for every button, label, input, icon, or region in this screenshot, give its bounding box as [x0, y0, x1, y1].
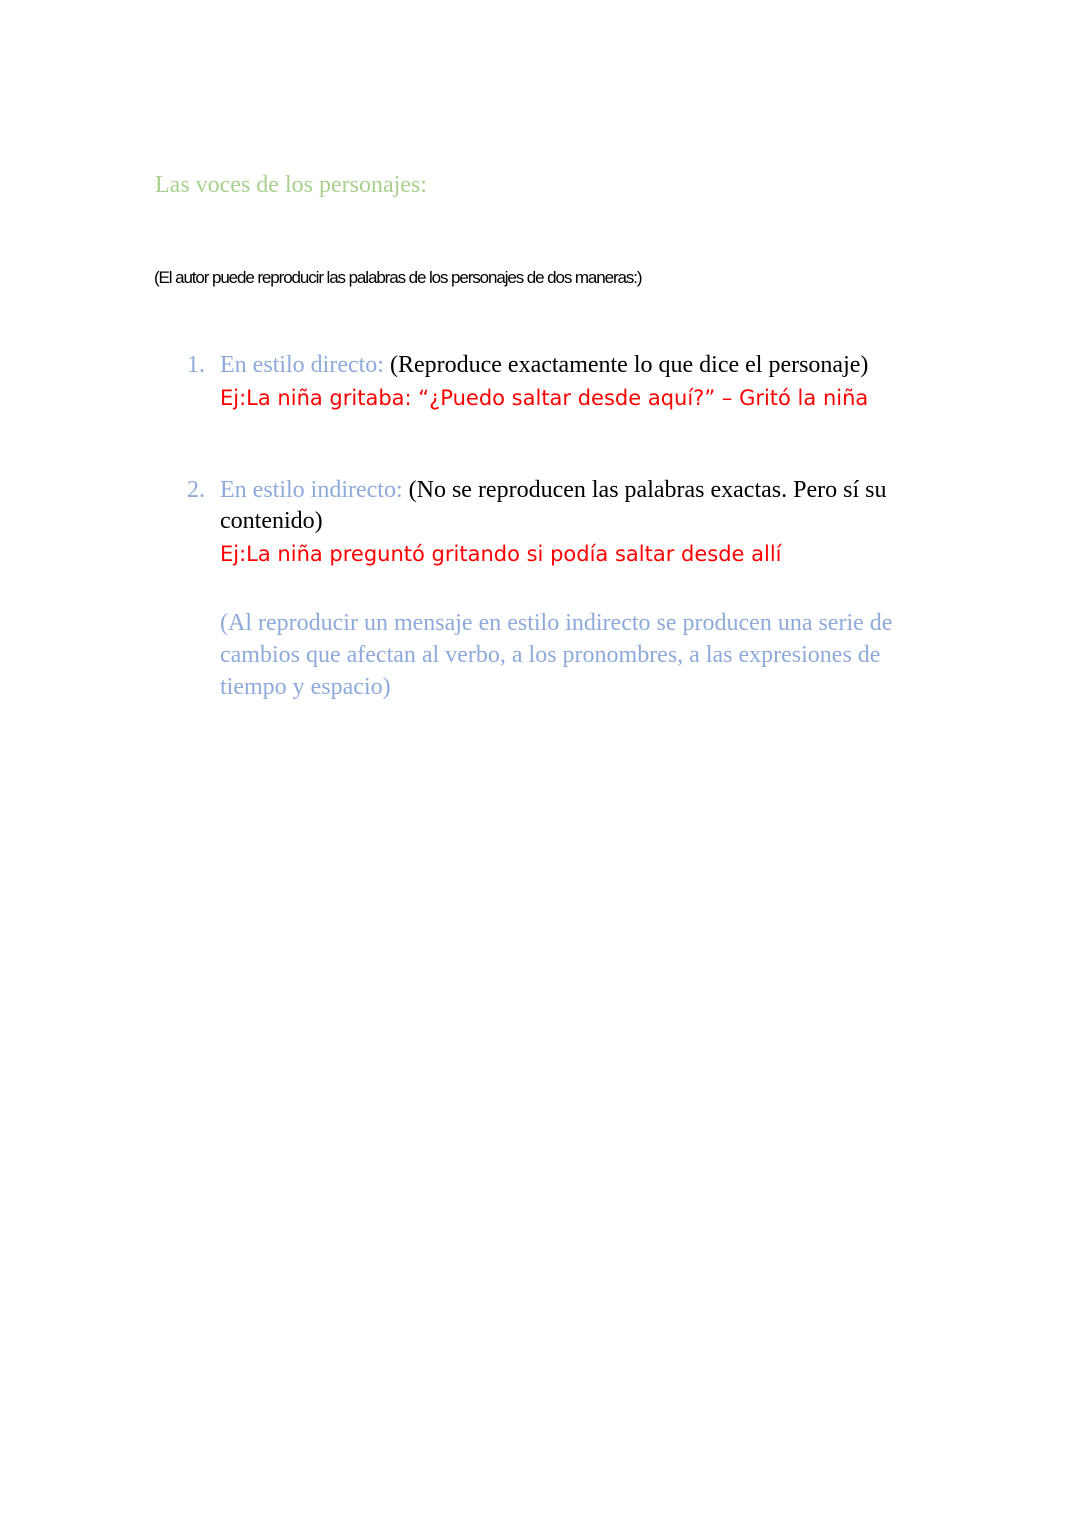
item-example: Ej:La niña gritaba: “¿Puedo saltar desde aquí?” – Gritó la niña: [220, 386, 869, 410]
item-note: (Al reproducir un mensaje en estilo indirecto se producen una serie de cambios que afectan al verbo, a los pronombres, a las expresiones de tiempo y espacio): [220, 610, 893, 700]
list-number: 2.: [187, 477, 205, 503]
item-description: (No se reproducen las palabras exactas. Pero sí su contenido): [220, 477, 887, 534]
list-number: 1.: [187, 352, 205, 378]
page-title: Las voces de los personajes:: [155, 172, 427, 198]
list-item-body: [220, 350, 947, 416]
list-item-direct-style: [187, 350, 947, 416]
intro-text: (El autor puede reproducir las palabras de los personajes de dos maneras:): [154, 268, 642, 287]
item-description: (Reproduce exactamente lo que dice el personaje): [389, 352, 869, 378]
item-label: En estilo directo:: [220, 352, 384, 378]
item-example: Ej:La niña preguntó gritando si podía saltar desde allí: [220, 542, 782, 566]
list-item-body: [220, 475, 947, 703]
item-label: En estilo indirecto:: [220, 477, 403, 503]
list-item-indirect-style: [187, 475, 947, 703]
